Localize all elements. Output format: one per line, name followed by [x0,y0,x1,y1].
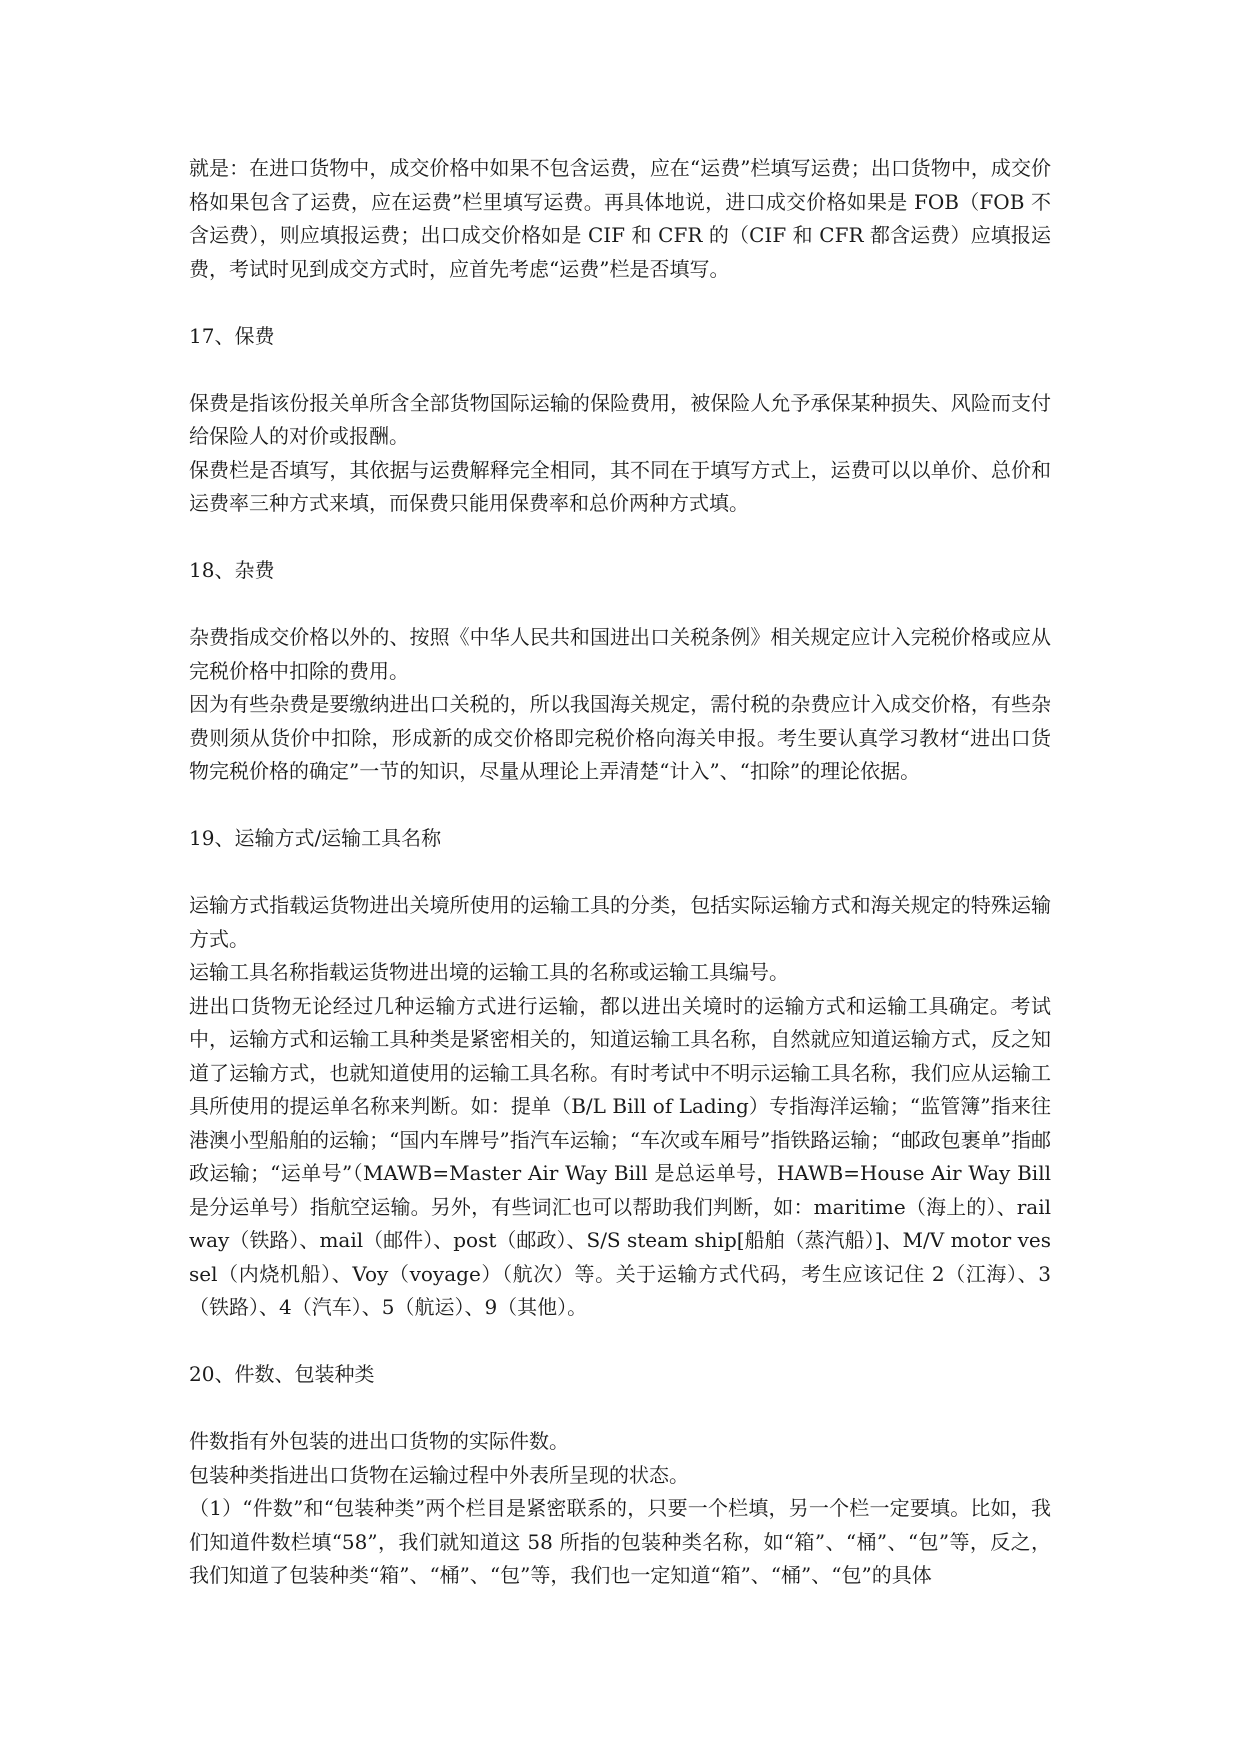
paragraph-transport-explanation: 进出口货物无论经过几种运输方式进行运输，都以进出关境时的运输方式和运输工具确定。考试中，运输方式和运输工具种类是紧密相关的，知道运输工具名称，自然就应知道运输方式，反之知道了运输方式，也就知道使用的运输工具名称。有时考试中不明示运输工具名称，我们应从运输工具所使用的提运单名称来判断。如：提单（B/L Bill of Lading）专指海洋运输；“监管簿”指来往港澳小型船舶的运输；“国内车牌号”指汽车运输；“车次或车厢号”指铁路运输；“邮政包裹单”指邮政运输；“运单号”（MAWB=Master Air Way Bill 是总运单号，HAWB=House Air Way Bill 是分运单号）指航空运输。另外，有些词汇也可以帮助我们判断，如：maritime（海上的）、railway（铁路）、mail（邮件）、post（邮政）、S/S steam ship[船舶（蒸汽船）]、M/V motor vessel（内烧机船）、Voy（voyage）（航次）等。关于运输方式代码，考生应该记住 2（江海）、3（铁路）、4（汽车）、5（航运）、9（其他）。 [189,993,1051,1319]
paragraph-insurance-filling: 保费栏是否填写，其依据与运费解释完全相同，其不同在于填写方式上，运费可以以单价、总价和运费率三种方式来填，而保费只能用保费率和总价两种方式填。 [189,457,1051,515]
paragraph-insurance-definition: 保费是指该份报关单所含全部货物国际运输的保险费用，被保险人允予承保某种损失、风险而支付给保险人的对价或报酬。 [189,390,1051,448]
paragraph-package-count-definition: 件数指有外包装的进出口货物的实际件数。 [189,1429,569,1453]
paragraph-package-type-definition: 包装种类指进出口货物在运输过程中外表所呈现的状态。 [189,1462,689,1487]
paragraph-transport-mode-definition: 运输方式指载运货物进出关境所使用的运输工具的分类，包括实际运输方式和海关规定的特殊运输方式。 [189,893,1051,951]
spacer [189,856,1051,890]
spacer [189,521,1051,555]
paragraph-misc-fee-explanation: 因为有些杂费是要缴纳进出口关税的，所以我国海关规定，需付税的杂费应计入成交价格，有些杂费则须从货价中扣除，形成新的成交价格即完税价格向海关申报。考生要认真学习教材“进出口货物完税价格的确定”一节的知识，尽量从理论上弄清楚“计入”、“扣除”的理论依据。 [189,692,1051,783]
paragraph-misc-fee-definition: 杂费指成交价格以外的、按照《中华人民共和国进出口关税条例》相关规定应计入完税价格或应从完税价格中扣除的费用。 [189,625,1051,683]
spacer [189,588,1051,622]
spacer [189,353,1051,387]
section-heading-18: 18、杂费 [189,558,275,582]
spacer [189,789,1051,823]
page-content [189,152,1051,1593]
paragraph-transport-tool-definition: 运输工具名称指载运货物进出境的运输工具的名称或运输工具编号。 [189,960,789,984]
paragraph-package-rule-1: （1）“件数”和“包装种类”两个栏目是紧密联系的，只要一个栏填，另一个栏一定要填。比如，我们知道件数栏填“58”，我们就知道这 58 所指的包装种类名称，如“箱”、“桶”、“包”等，反之，我们知道了包装种类“箱”、“桶”、“包”等，我们也一定知道“箱”、“桶”、“包”的具体 [189,1496,1051,1587]
spacer [189,1392,1051,1426]
paragraph-freight-continued: 就是：在进口货物中，成交价格中如果不包含运费，应在“运费”栏填写运费；出口货物中，成交价格如果包含了运费，应在运费”栏里填写运费。再具体地说，进口成交价格如果是 FOB（FOB 不含运费），则应填报运费；出口成交价格如是 CIF 和 CFR 的（CIF 和 CFR 都含运费）应填报运费，考试时见到成交方式时，应首先考虑“运费”栏是否填写。 [189,156,1051,281]
spacer [189,286,1051,320]
section-heading-17: 17、保费 [189,323,275,348]
section-heading-19: 19、运输方式/运输工具名称 [189,826,442,850]
section-heading-20: 20、件数、包装种类 [189,1362,375,1386]
spacer [189,1325,1051,1359]
